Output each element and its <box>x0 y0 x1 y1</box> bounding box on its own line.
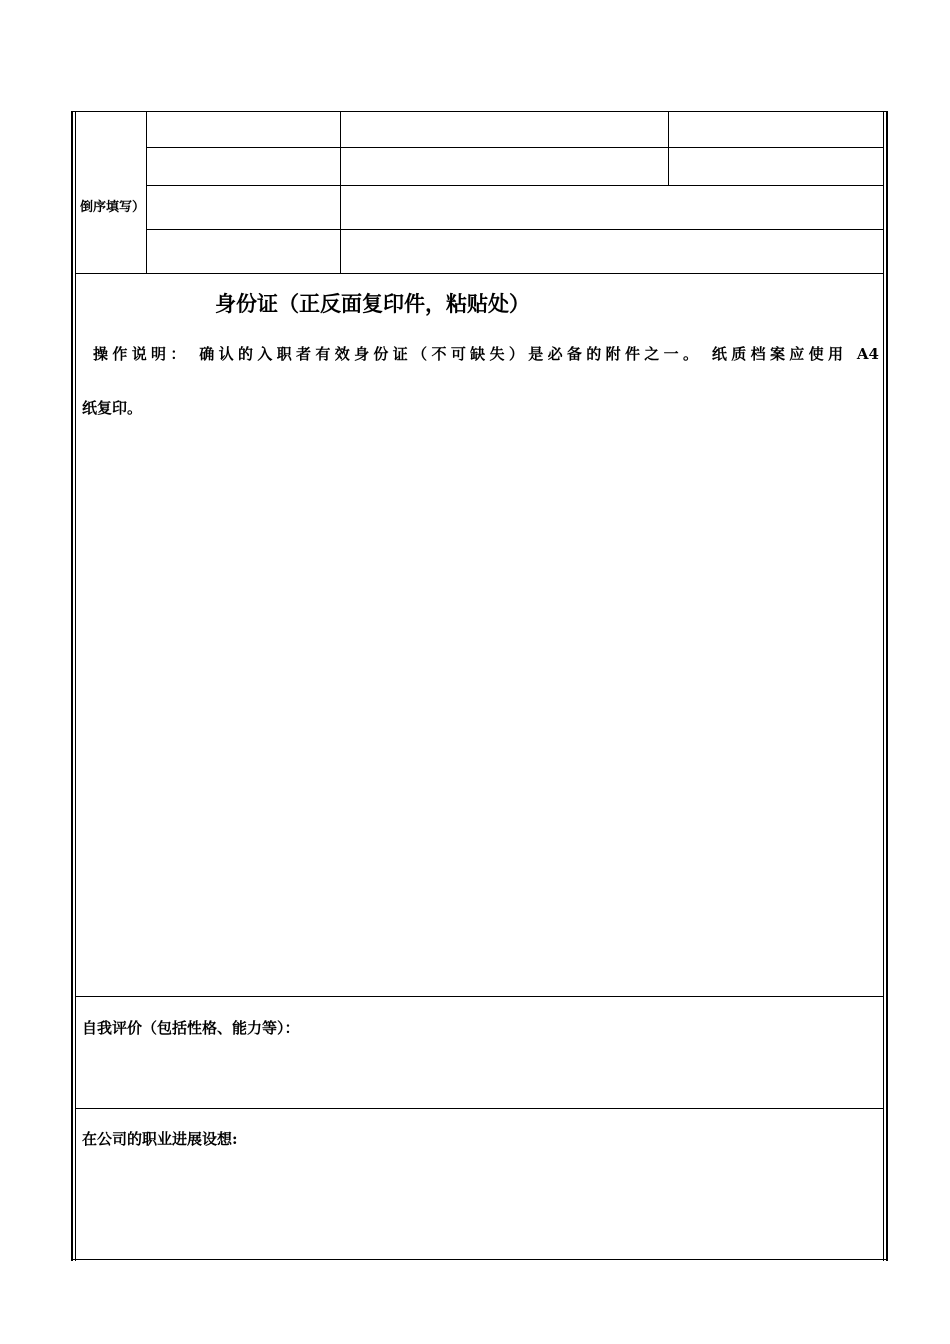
self-evaluation-label: 自我评价（包括性格、能力等）： <box>82 1019 300 1037</box>
top-border <box>71 111 888 112</box>
row-line-3 <box>146 229 884 230</box>
career-separator <box>75 1108 884 1109</box>
col-line-1 <box>146 111 147 273</box>
id-card-section-title: 身份证（正反面复印件，粘贴处） <box>215 291 530 316</box>
instruction-line-2: 纸复印。 <box>82 399 143 417</box>
row-line-2 <box>146 185 884 186</box>
col-line-2 <box>340 111 341 273</box>
col-line-3 <box>668 111 669 185</box>
row-line-4 <box>75 273 884 274</box>
right-border-outer <box>886 111 888 1261</box>
left-border-inner <box>75 111 76 1261</box>
left-border-outer <box>71 111 73 1261</box>
bottom-border <box>71 1259 888 1260</box>
side-label: 倒序填写） <box>80 200 146 215</box>
instruction-line-1: 操作说明： 确认的入职者有效身份证（不可缺失）是必备的附件之一。 纸质档案应使用 A4 <box>93 345 879 363</box>
row-line-1 <box>146 147 884 148</box>
career-plan-label: 在公司的职业进展设想: <box>82 1130 238 1148</box>
right-border-inner <box>883 111 884 1261</box>
self-eval-separator <box>75 996 884 997</box>
